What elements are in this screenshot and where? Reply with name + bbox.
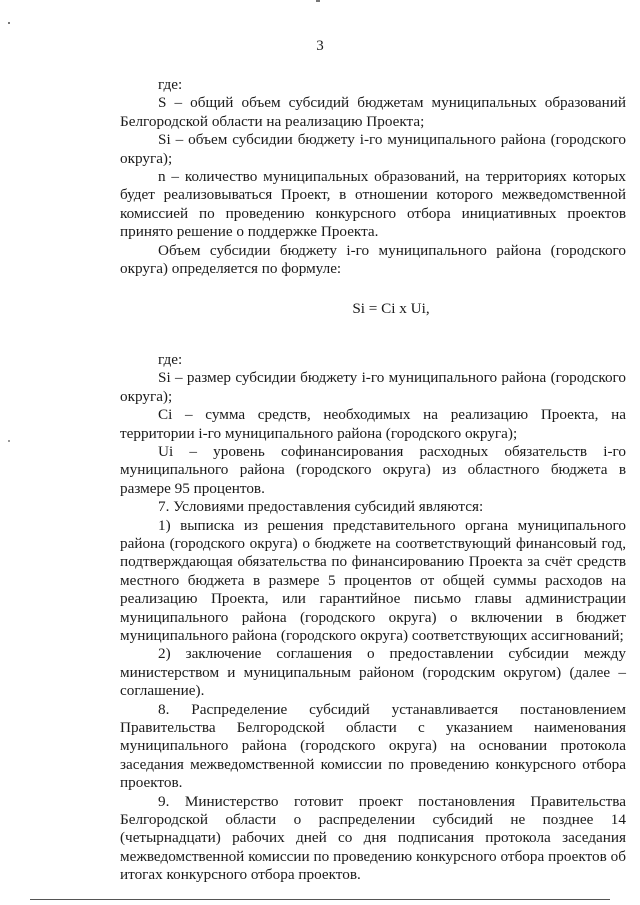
page-number: 3	[316, 38, 324, 54]
paragraph-item-8: 8. Распределение субсидий устанавливается постановлением Правительства Белгородской области с указанием наименования муниципального района (городского округа) на основании протокола заседания межведомственной комиссии по проведению конкурсного отбора проектов.	[120, 700, 626, 792]
paragraph-ui-definition: Ui – уровень софинансирования расходных обязательств i-го муниципального района (городского округа) из областного бюджета в размере 95 процентов.	[120, 442, 626, 497]
paragraph-item-7-1: 1) выписка из решения представительного органа муниципального района (городского округа) о бюджете на соответствующий финансовый год, подтверждающая обязательства по финансированию Проекта за счёт средств местного бюджета в размере 5 процентов от общей суммы расходов на реализацию Проекта, или гарантийное письмо главы администрации муниципального района (городского округа) о включении в бюджет муниципального района (городского округа) соответствующих ассигнований;	[120, 516, 626, 644]
scan-speck	[316, 0, 320, 2]
paragraph-ci-definition: Ci – сумма средств, необходимых на реализацию Проекта, на территории i-го муниципального района (городского округа);	[120, 406, 626, 442]
scan-speck	[8, 22, 10, 24]
paragraph-where-1: где:	[158, 76, 183, 93]
paragraph-formula-intro: Объем субсидии бюджету i-го муниципального района (городского округа) определяется по формуле:	[120, 241, 626, 278]
paragraph-where-2: где:	[158, 350, 183, 368]
paragraph-item-9: 9. Министерство готовит проект постановления Правительства Белгородской области о распределении субсидий не позднее 14 (четырнадцати) рабочих дней со дня подписания протокола заседания межведомственной комиссии по проведению конкурсного отбора проектов об итогах конкурсного отбора проектов.	[120, 792, 626, 884]
paragraph-item-7: 7. Условиями предоставления субсидий являются:	[158, 498, 484, 516]
scan-speck	[8, 440, 10, 442]
paragraph-item-7-2: 2) заключение соглашения о предоставлении субсидии между министерством и муниципальным районом (городским округом) (далее – соглашение).	[120, 645, 626, 700]
paragraph-s-definition: S – общий объем субсидий бюджетам муниципальных образований Белгородской области на реализацию Проекта;	[120, 94, 626, 130]
document-body	[120, 76, 626, 885]
formula: Si = Ci x Ui,	[352, 300, 430, 318]
paragraph-si-size: Si – размер субсидии бюджету i-го муниципального района (городского округа);	[120, 369, 626, 405]
page-bottom-edge	[30, 899, 610, 900]
paragraph-si-definition: Si – объем субсидии бюджету i-го муниципального района (городского округа);	[120, 131, 626, 167]
paragraph-n-definition: n – количество муниципальных образований, на территориях которых будет реализовываться Проект, в отношении которого межведомственной комиссией по проведению конкурсного отбора инициативных проектов принято решение о поддержке Проекта.	[120, 168, 626, 241]
